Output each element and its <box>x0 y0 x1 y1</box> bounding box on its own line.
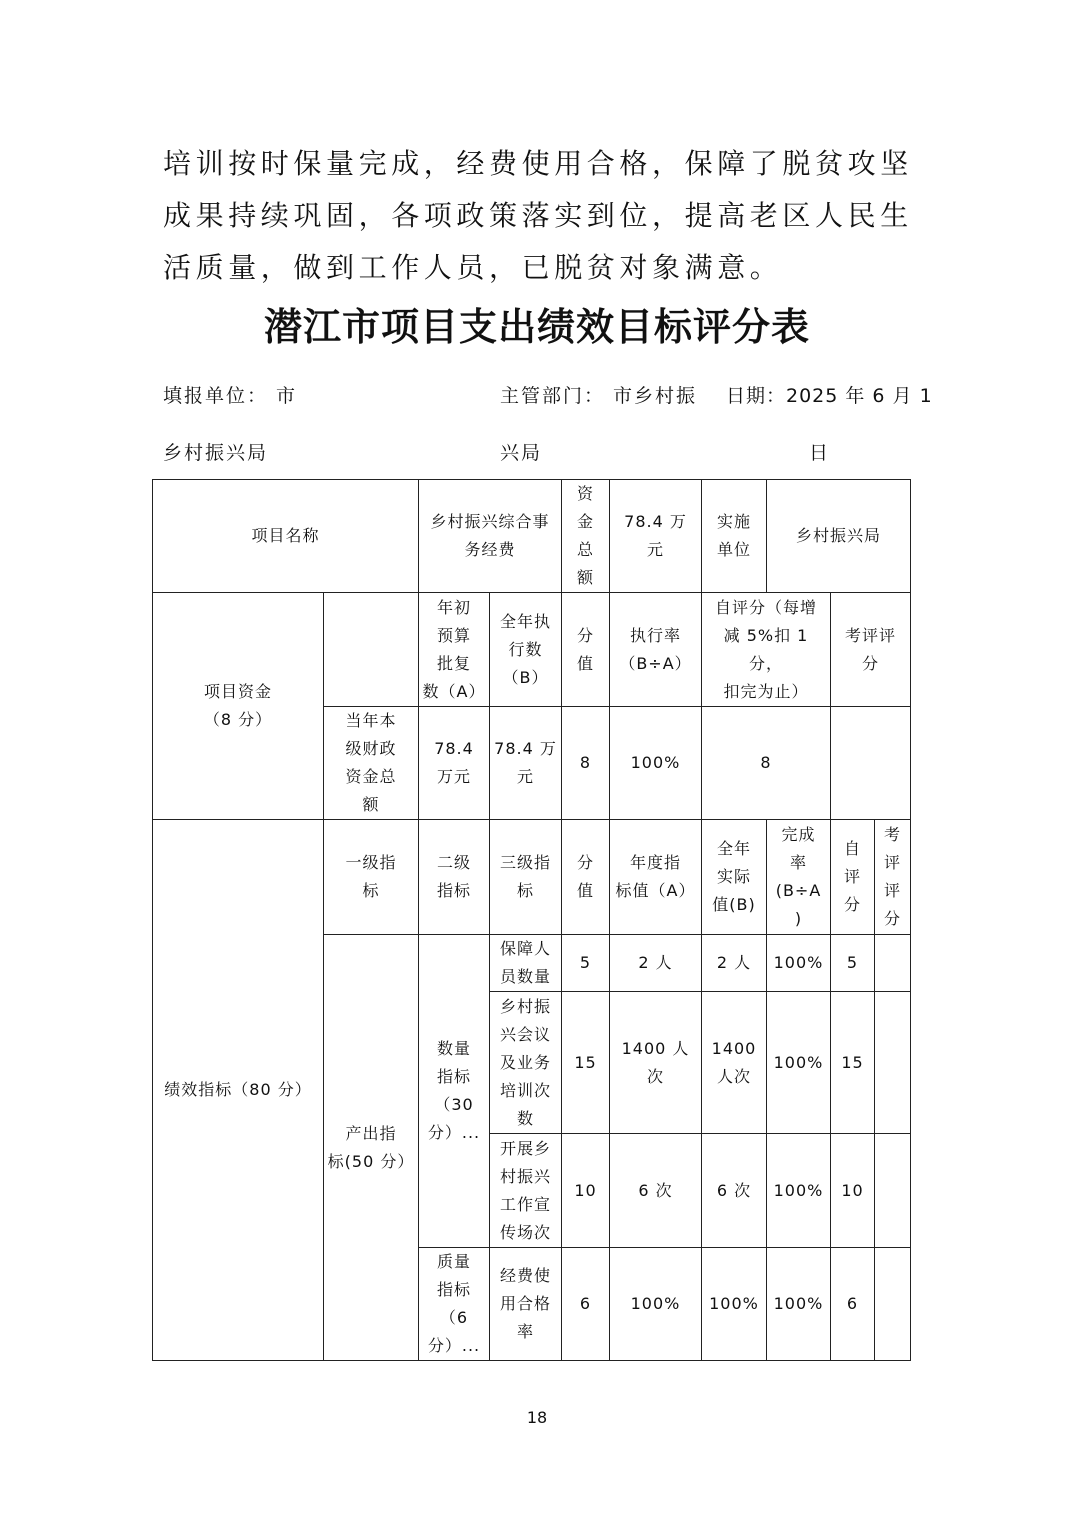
row-actual: 2 人 <box>702 935 767 992</box>
perf-score-header: 分 值 <box>562 820 610 935</box>
row-review <box>875 935 911 992</box>
row-actual: 1400 人次 <box>702 992 767 1134</box>
supervising-dept-label: 主管部门： 市乡村振 <box>500 385 698 407</box>
row-target: 2 人 <box>610 935 702 992</box>
date-label: 日期：2025 年 6 月 1 <box>726 385 933 407</box>
review-score-value <box>831 707 911 820</box>
budget-header: 年初 预算 批复 数（A） <box>419 593 490 707</box>
exec-rate-value: 100% <box>610 707 702 820</box>
filing-unit-label: 填报单位： 市 <box>163 385 298 407</box>
funds-header-row <box>153 593 911 707</box>
row-actual: 100% <box>702 1248 767 1361</box>
budget-value: 78.4 万元 <box>419 707 490 820</box>
intro-paragraph: 培训按时保量完成，经费使用合格，保障了脱贫攻坚成果持续巩固，各项政策落实到位，提高老区人民生活质量，做到工作人员，已脱贫对象满意。 <box>163 147 913 284</box>
supervising-dept-cont: 兴局 <box>500 442 543 464</box>
row-completion: 100% <box>767 935 831 992</box>
row-completion: 100% <box>767 1248 831 1361</box>
impl-unit-value: 乡村振兴局 <box>767 480 911 593</box>
total-funds-label: 资 金 总 额 <box>562 480 610 593</box>
level3-header: 三级指 标 <box>490 820 562 935</box>
score-value: 8 <box>562 707 610 820</box>
date-cont: 日 <box>809 442 831 464</box>
row-self: 15 <box>831 992 875 1134</box>
project-name-value: 乡村振兴综合事 务经费 <box>419 480 562 593</box>
self-header: 自 评 分 <box>831 820 875 935</box>
row-self: 10 <box>831 1134 875 1248</box>
exec-rate-header: 执行率 （B÷A） <box>610 593 702 707</box>
row-self: 5 <box>831 935 875 992</box>
executed-value: 78.4 万 元 <box>490 707 562 820</box>
level3-cell: 乡村振 兴会议 及业务 培训次 数 <box>490 992 562 1134</box>
project-funds-label: 项目资金 （8 分） <box>153 593 324 820</box>
fiscal-funds-label: 当年本 级财政 资金总 额 <box>324 707 419 820</box>
performance-score-table <box>152 479 911 1361</box>
row-completion: 100% <box>767 992 831 1134</box>
review-score-header: 考评评 分 <box>831 593 911 707</box>
level1-header: 一级指 标 <box>324 820 419 935</box>
perf-indicators-label: 绩效指标（80 分） <box>153 820 324 1361</box>
page-number: 18 <box>526 1408 548 1427</box>
perf-header-row <box>153 820 911 935</box>
level2-quality-cell: 质量 指标 （6 分）... <box>419 1248 490 1361</box>
target-header: 年度指 标值（A） <box>610 820 702 935</box>
total-funds-value: 78.4 万 元 <box>610 480 702 593</box>
executed-header: 全年执 行数 （B） <box>490 593 562 707</box>
row-review <box>875 1134 911 1248</box>
score-header: 分 值 <box>562 593 610 707</box>
row-review <box>875 1248 911 1361</box>
page-title: 潜江市项目支出绩效目标评分表 <box>263 304 810 349</box>
level3-cell: 经费使 用合格 率 <box>490 1248 562 1361</box>
level3-cell: 保障人 员数量 <box>490 935 562 992</box>
self-score-value: 8 <box>702 707 831 820</box>
filing-unit-cont: 乡村振兴局 <box>163 442 269 464</box>
row-self: 6 <box>831 1248 875 1361</box>
row-completion: 100% <box>767 1134 831 1248</box>
row-score: 6 <box>562 1248 610 1361</box>
row-review <box>875 992 911 1134</box>
review-header: 考 评 评 分 <box>875 820 911 935</box>
row-score: 15 <box>562 992 610 1134</box>
row-target: 1400 人 次 <box>610 992 702 1134</box>
project-info-row <box>153 480 911 593</box>
self-score-header: 自评分（每增 减 5%扣 1 分， 扣完为止） <box>702 593 831 707</box>
project-name-label: 项目名称 <box>153 480 419 593</box>
completion-header: 完成 率 (B÷A ) <box>767 820 831 935</box>
level3-cell: 开展乡 村振兴 工作宣 传场次 <box>490 1134 562 1248</box>
level2-quantity-cell: 数量 指标 （30 分）... <box>419 935 490 1248</box>
actual-header: 全年 实际 值(B) <box>702 820 767 935</box>
row-target: 100% <box>610 1248 702 1361</box>
row-actual: 6 次 <box>702 1134 767 1248</box>
impl-unit-label: 实施 单位 <box>702 480 767 593</box>
row-target: 6 次 <box>610 1134 702 1248</box>
level2-header: 二级 指标 <box>419 820 490 935</box>
row-score: 10 <box>562 1134 610 1248</box>
row-score: 5 <box>562 935 610 992</box>
level1-output-cell: 产出指 标(50 分） <box>324 935 419 1361</box>
funds-blank-cell <box>324 593 419 707</box>
